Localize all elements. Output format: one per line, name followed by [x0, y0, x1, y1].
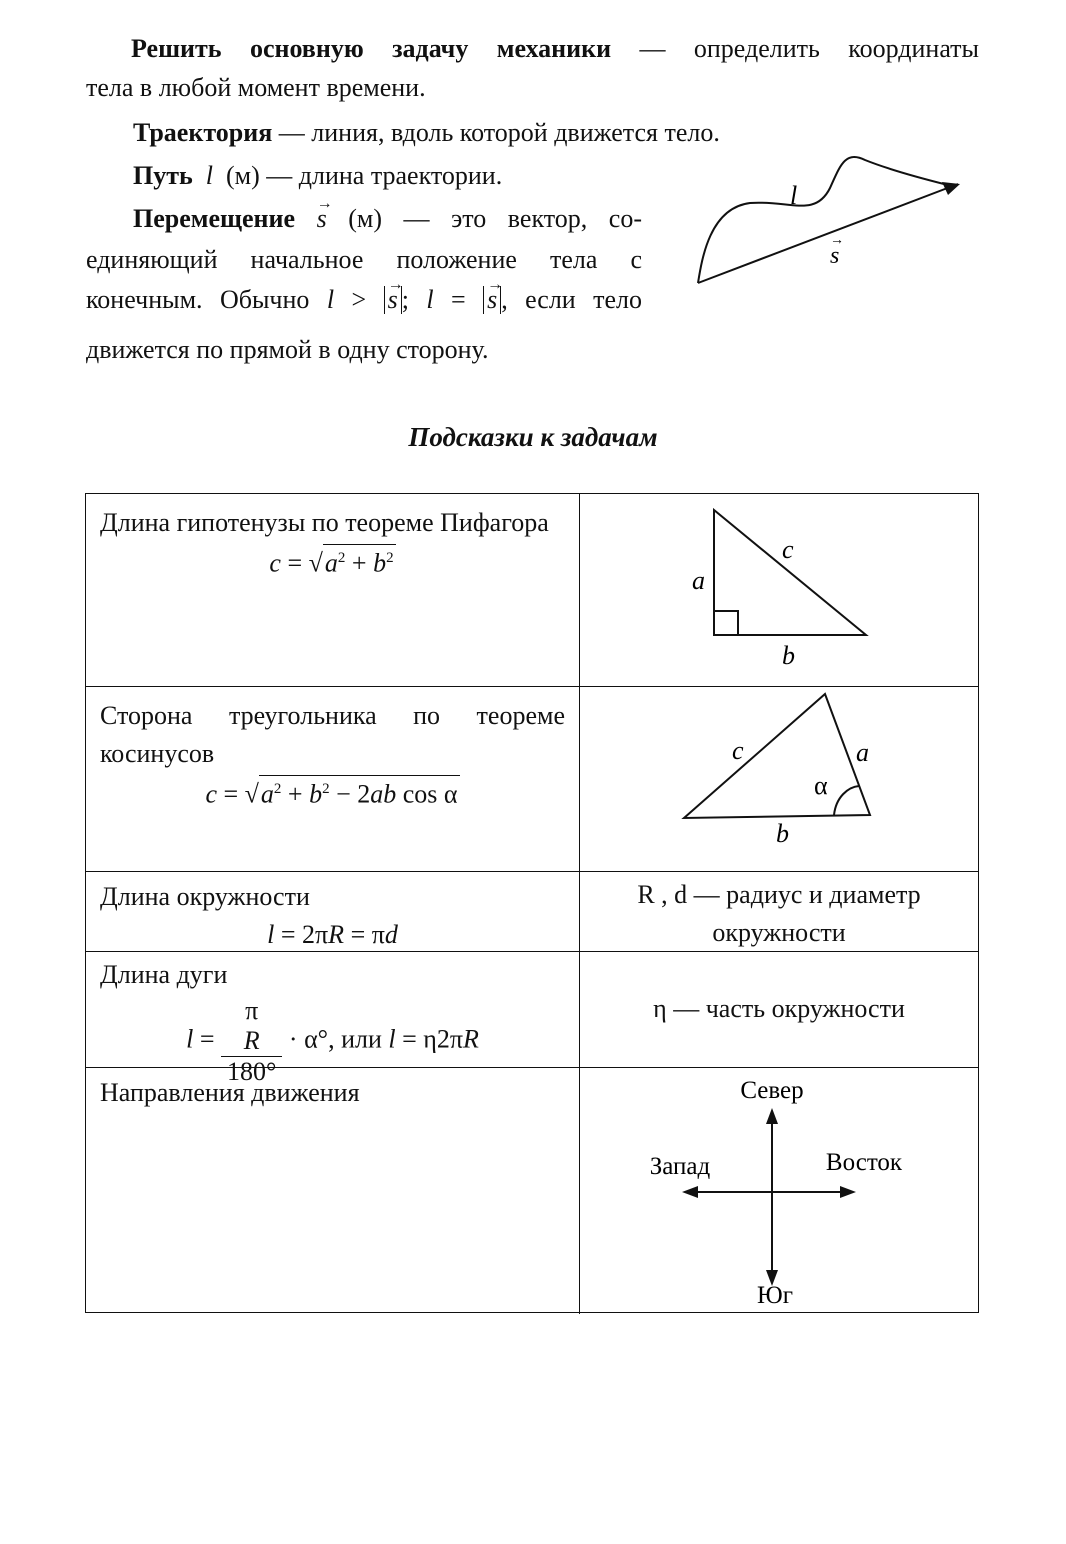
term-path: Путь: [133, 161, 193, 190]
displacement-vector: [698, 184, 958, 283]
trajectory-diagram: [690, 148, 980, 298]
table-row: [86, 952, 978, 1086]
intro-paragraph-1: [86, 30, 979, 68]
row-4-note: η — часть окружности: [653, 994, 905, 1023]
circumference-formula: l = 2πR = πd: [267, 920, 398, 949]
row-1-caption: Длина гипотенузы по теореме Пифагора: [100, 508, 549, 537]
label-east: Восток: [825, 1149, 903, 1176]
label-s: s: [830, 243, 840, 269]
label-south: Юг: [757, 1282, 793, 1309]
table-cell: [580, 494, 978, 686]
path-definition: (м) — длина траектории.: [225, 161, 503, 190]
row-2-caption: Сторона треугольника по теореме косинусов: [100, 701, 565, 768]
right-triangle-diagram: [580, 494, 978, 684]
table-cell: [580, 872, 978, 951]
row-5-caption: Направления движения: [100, 1078, 360, 1107]
table-cell: [86, 687, 580, 871]
label-north: Север: [740, 1077, 804, 1104]
label-c: c: [732, 736, 744, 765]
inequality-formula: l > → s ; l = → s: [327, 285, 501, 314]
term-main-task: Решить основную задачу механики: [131, 34, 612, 63]
label-alpha: α: [814, 771, 828, 800]
table-row: [86, 687, 978, 872]
table-cell: [86, 952, 580, 1086]
arrow-right-icon: [840, 1186, 856, 1198]
displacement-definition: (м) — это вектор, со-: [348, 204, 643, 233]
intro-paragraph-2: [133, 114, 720, 152]
svg-text:→: →: [830, 233, 844, 248]
row-3-note-line-2: окружности: [712, 918, 846, 947]
label-a: a: [692, 566, 705, 595]
intro-paragraph-4-line-4: движется по прямой в одну сторону.: [86, 335, 489, 364]
label-a: a: [856, 738, 869, 767]
table-cell: [86, 494, 580, 686]
table-row: [86, 494, 978, 687]
arc-length-formula: l = π R 180° · α°, или l = η2πR: [186, 996, 479, 1086]
table-row: [86, 1068, 978, 1314]
table-cell: [580, 1068, 978, 1314]
table-cell: [580, 687, 978, 871]
label-b: b: [776, 819, 789, 848]
right-triangle: [714, 510, 866, 635]
term-displacement: Перемещение: [133, 204, 296, 233]
cosine-law-formula: $c = √a^2 + b^2 - 2ab$ cos α: [100, 775, 565, 814]
symbol-s-vector: → s: [317, 200, 327, 238]
term-trajectory: Траектория: [133, 118, 273, 147]
intro-paragraph-4-line-2: единяющий начальное положение тела с: [86, 245, 642, 274]
trajectory-curve: [698, 157, 948, 283]
symbol-l: l: [205, 161, 213, 190]
usually-text: конечным. Обычно: [86, 285, 310, 314]
table-cell: [580, 952, 978, 1067]
trajectory-definition: — линия, вдоль которой движется тело.: [278, 118, 720, 147]
intro-paragraph-4: [133, 200, 642, 238]
row-4-caption: Длина дуги: [100, 960, 228, 989]
label-west: Запад: [649, 1153, 711, 1180]
arrow-up-icon: [766, 1108, 778, 1124]
table-cell: [86, 1068, 580, 1314]
label-c: c: [782, 535, 794, 564]
triangle: [684, 694, 870, 818]
intro-p1-rest: — определить координаты: [639, 34, 980, 63]
compass-diagram: [580, 1068, 978, 1314]
intro-paragraph-1-line-2: тела в любой момент времени.: [86, 73, 426, 102]
row-3-note-line-1: R , d — радиус и диаметр: [637, 880, 921, 909]
pythagoras-formula: $c = √a^2 + b^2$: [100, 544, 565, 583]
general-triangle-diagram: [580, 687, 978, 870]
if-body-text: , если тело: [501, 285, 643, 314]
table-row: [86, 872, 978, 952]
table-cell: [86, 872, 580, 951]
angle-arc: [834, 786, 859, 815]
label-l: l: [790, 181, 798, 210]
hints-table: [85, 493, 979, 1313]
label-b: b: [782, 641, 795, 670]
right-angle-mark: [714, 611, 738, 635]
row-3-caption: Длина окружности: [100, 882, 310, 911]
intro-paragraph-4-line-3: [86, 281, 642, 319]
fraction: π R 180°: [221, 996, 282, 1087]
section-heading: Подсказки к задачам: [408, 422, 658, 452]
arrow-left-icon: [682, 1186, 698, 1198]
